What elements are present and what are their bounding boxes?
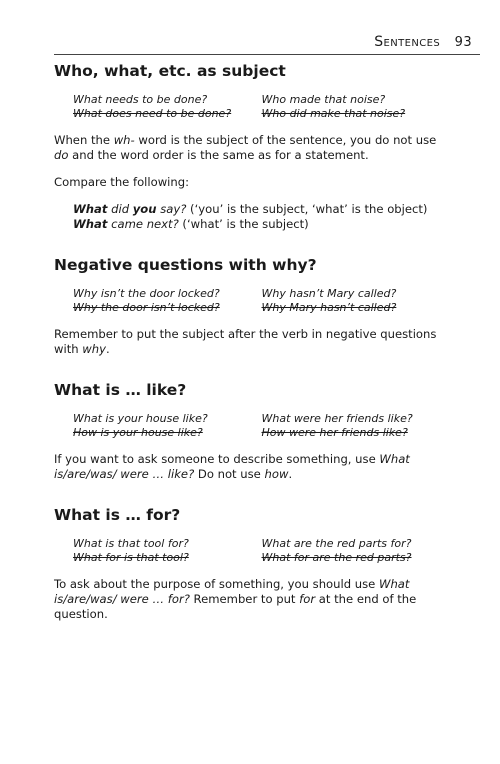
examples-block	[73, 287, 450, 315]
examples-block	[73, 537, 450, 565]
examples-block	[73, 93, 450, 121]
section-heading: What is … like?	[54, 381, 187, 399]
example-pair	[73, 537, 262, 565]
wrong-example: What for are the red parts?	[261, 551, 412, 564]
example-pair	[262, 287, 451, 315]
section-heading: Negative questions with why?	[54, 256, 317, 274]
compare-intro: Compare the following:	[54, 175, 190, 189]
explanation-paragraph: If you want to ask someone to describe something, use What is/are/was/ were … like? Do not use how.	[54, 452, 410, 481]
correct-example: Why hasn’t Mary called?	[261, 287, 397, 300]
page-content	[54, 62, 450, 622]
compare-line: What came next? (‘what’ is the subject)	[73, 217, 309, 231]
wrong-example: What for is that tool?	[73, 551, 189, 564]
section-heading: Who, what, etc. as subject	[54, 62, 286, 80]
wrong-example: How is your house like?	[73, 426, 203, 439]
correct-example: What were her friends like?	[261, 412, 413, 425]
header-rule	[54, 54, 480, 55]
wrong-example: Why Mary hasn’t called?	[261, 301, 397, 314]
explanation-paragraph: When the wh- word is the subject of the sentence, you do not use do and the word order is the same as for a statement.	[54, 133, 437, 162]
section-heading: What is … for?	[54, 506, 181, 524]
correct-example: Who made that noise?	[261, 93, 386, 106]
correct-example: What is your house like?	[73, 412, 208, 425]
example-pair	[73, 412, 262, 440]
example-pair	[262, 537, 451, 565]
wrong-example: Why the door isn’t locked?	[73, 301, 220, 314]
correct-example: Why isn’t the door locked?	[73, 287, 220, 300]
correct-example: What is that tool for?	[73, 537, 189, 550]
wrong-example: Who did make that noise?	[261, 107, 406, 120]
section-title: Sentences	[374, 34, 441, 50]
wrong-example: What does need to be done?	[73, 107, 232, 120]
compare-line: What did you say? (‘you’ is the subject, ‘what’ is the object)	[73, 202, 428, 216]
wrong-example: How were her friends like?	[261, 426, 408, 439]
explanation-paragraph: To ask about the purpose of something, you should use What is/are/was/ were … for? Remember to put for at the end of the question.	[54, 577, 417, 621]
example-pair	[262, 412, 451, 440]
explanation-paragraph: Remember to put the subject after the verb in negative questions with why.	[54, 327, 437, 356]
example-pair	[73, 287, 262, 315]
running-header	[374, 34, 472, 50]
example-pair	[73, 93, 262, 121]
example-pair	[262, 93, 451, 121]
compare-block	[73, 202, 450, 232]
correct-example: What are the red parts for?	[261, 537, 412, 550]
examples-block	[73, 412, 450, 440]
correct-example: What needs to be done?	[73, 93, 208, 106]
page-number: 93	[454, 35, 472, 50]
